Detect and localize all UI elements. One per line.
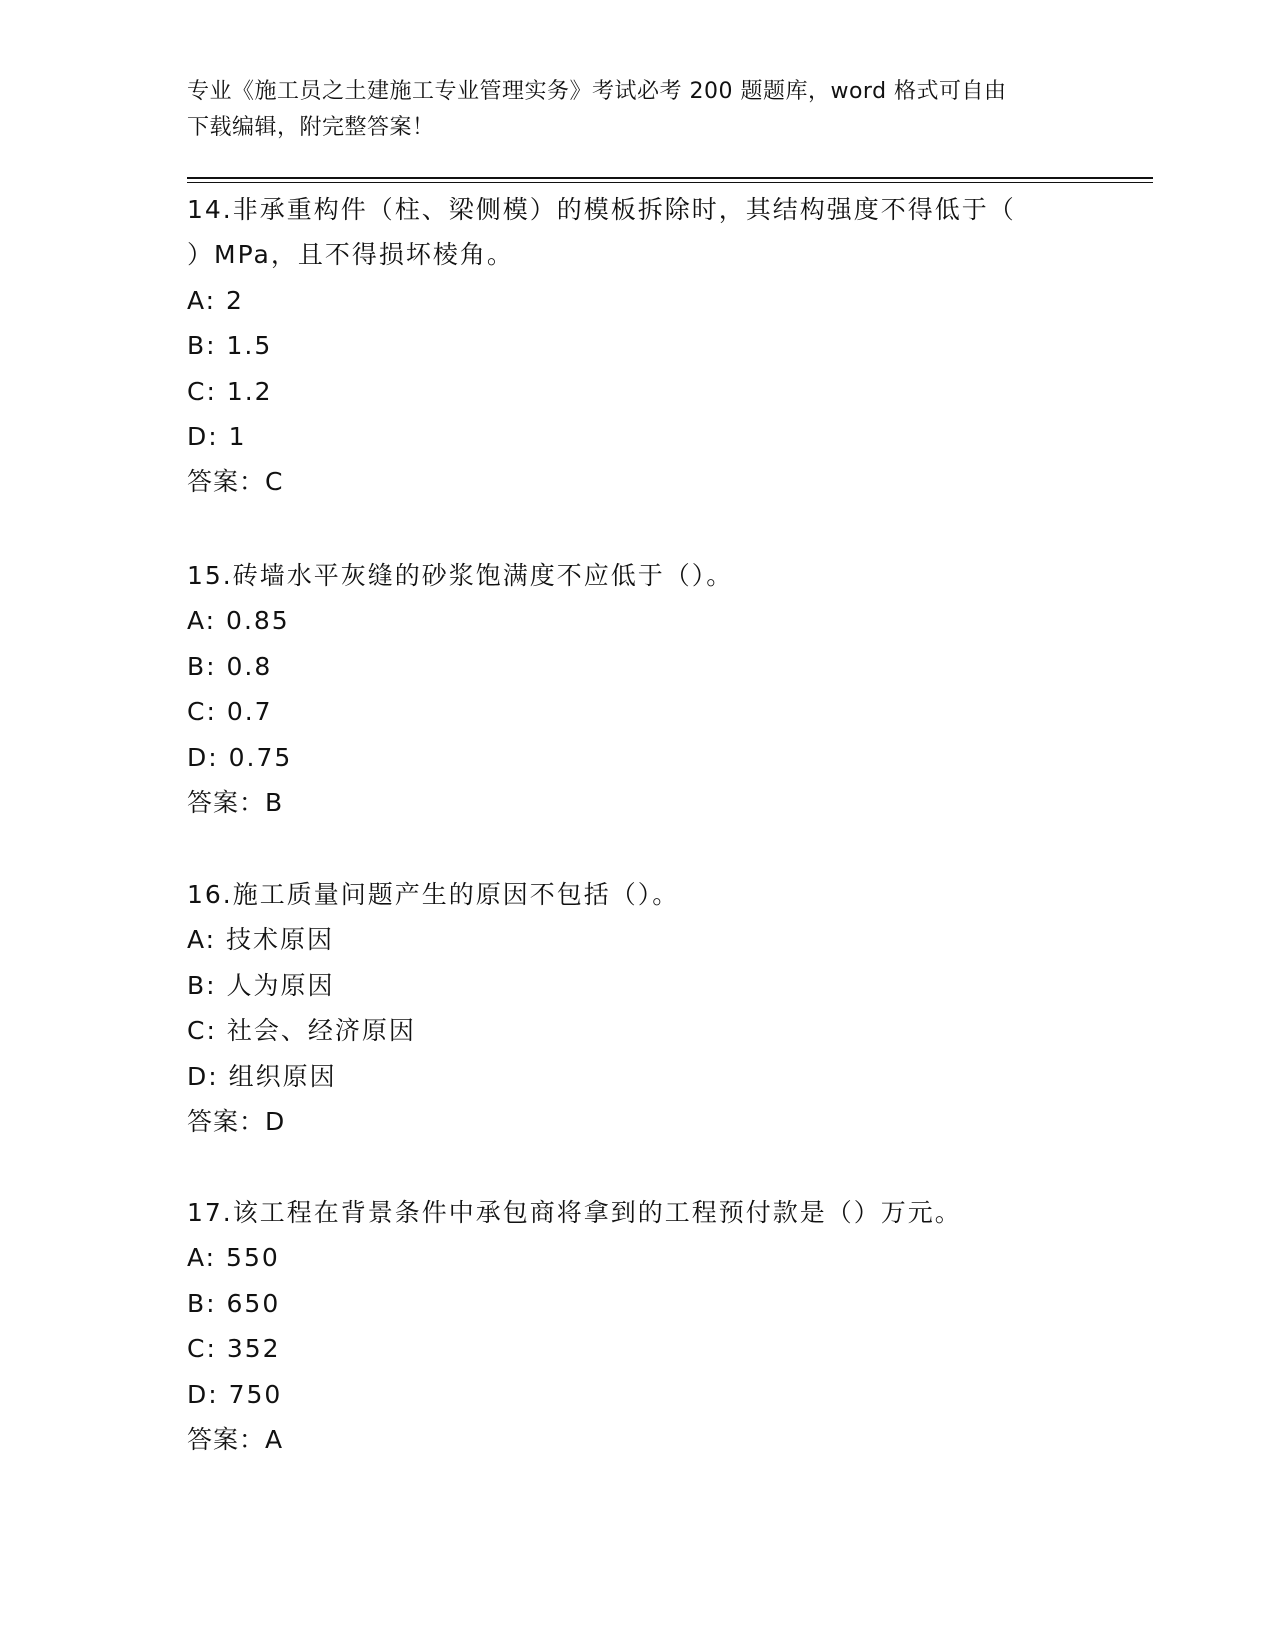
document-header <box>187 74 1087 146</box>
question-stem: 15.砖墙水平灰缝的砂浆饱满度不应低于（）。 <box>187 561 734 590</box>
option-d: D: 0.75 <box>187 742 293 772</box>
option-a: A: 550 <box>187 1243 280 1273</box>
option-c: C: 社会、经济原因 <box>187 1016 416 1046</box>
option-c: C: 0.7 <box>187 697 273 727</box>
option-a: A: 技术原因 <box>187 925 335 955</box>
option-d: D: 1 <box>187 421 247 451</box>
question-stem: 17.该工程在背景条件中承包商将拿到的工程预付款是（）万元。 <box>187 1198 962 1227</box>
option-c: C: 352 <box>187 1334 281 1364</box>
answer: 答案：A <box>187 1424 284 1454</box>
option-d: D: 组织原因 <box>187 1061 337 1091</box>
question-17 <box>187 1190 1087 1462</box>
option-a: A: 0.85 <box>187 606 290 636</box>
header-divider-thin <box>187 182 1153 183</box>
answer: 答案：C <box>187 467 284 497</box>
question-stem: 16.施工质量问题产生的原因不包括（）。 <box>187 880 680 909</box>
option-b: B: 0.8 <box>187 651 273 681</box>
answer: 答案：B <box>187 787 284 817</box>
question-15 <box>187 553 1087 825</box>
option-c: C: 1.2 <box>187 376 273 406</box>
option-a: A: 2 <box>187 285 244 315</box>
option-b: B: 人为原因 <box>187 970 335 1000</box>
question-stem-continued: ）MPa，且不得损坏棱角。 <box>187 240 514 270</box>
header-divider-thick <box>187 177 1153 179</box>
option-d: D: 750 <box>187 1379 283 1409</box>
header-line-1: 专业《施工员之土建施工专业管理实务》考试必考 200 题题库，word 格式可自由 <box>187 79 1007 104</box>
question-16 <box>187 872 1087 1144</box>
option-b: B: 1.5 <box>187 331 273 361</box>
header-line-2: 下载编辑，附完整答案！ <box>187 115 435 140</box>
option-b: B: 650 <box>187 1288 281 1318</box>
answer: 答案：D <box>187 1106 286 1136</box>
question-stem: 14.非承重构件（柱、梁侧模）的模板拆除时，其结构强度不得低于（ <box>187 195 1016 224</box>
question-14 <box>187 187 1087 505</box>
